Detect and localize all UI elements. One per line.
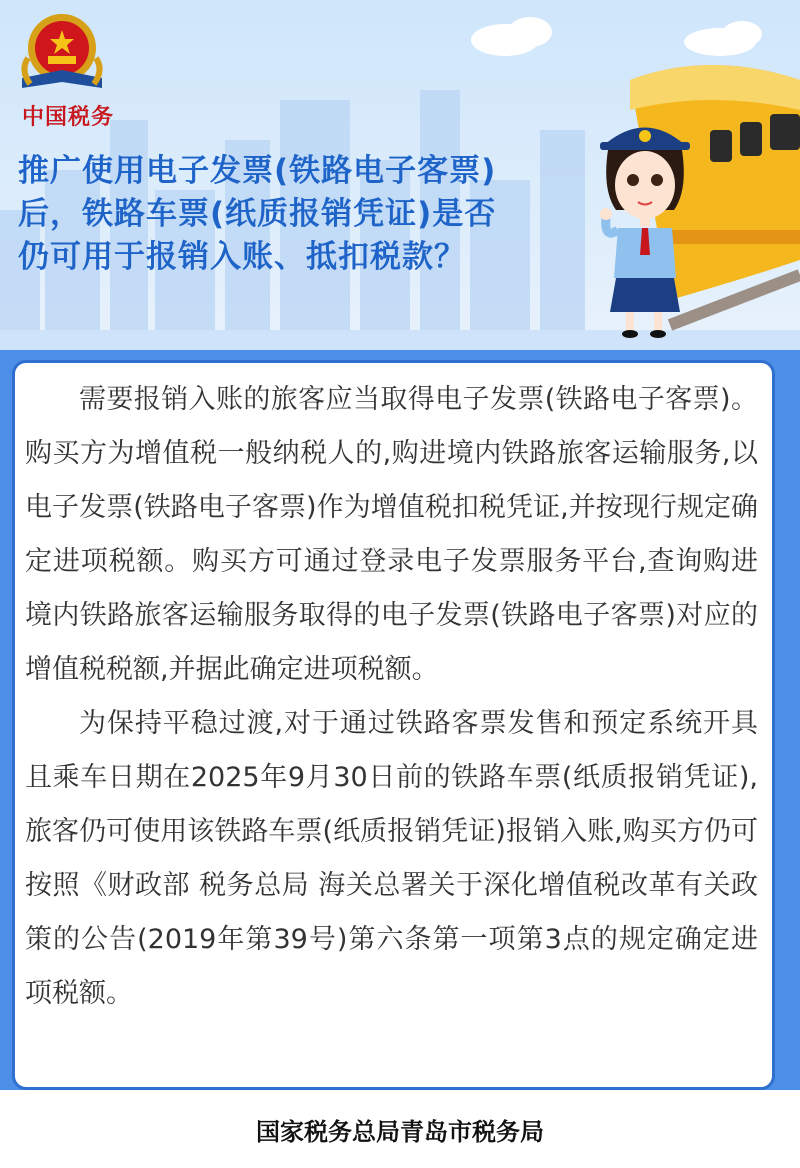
page-title	[18, 150, 598, 279]
answer-paragraph: 需要报销入账的旅客应当取得电子发票(铁路电子客票)。购买方为增值税一般纳税人的,购进境内铁路旅客运输服务,以电子发票(铁路电子客票)作为增值税扣税凭证,并按现行规定确定进项税额。购买方可通过登录电子发票服务平台,查询购进境内铁路旅客运输服务取得的电子发票(铁路电子客票)对应的增值税税额,并据此确定进项税额。	[25, 384, 758, 685]
title-line: 仍可用于报销入账、抵扣税款？	[18, 239, 466, 275]
brand-name: 中国税务	[22, 104, 115, 130]
header-banner	[0, 0, 800, 350]
national-emblem-icon	[12, 8, 112, 100]
answer-content	[12, 360, 775, 1090]
train-and-mascot-illustration	[590, 50, 800, 340]
answer-paragraph: 为保持平稳过渡,对于通过铁路客票发售和预定系统开具且乘车日期在2025年9月30日前的铁路车票(纸质报销凭证),旅客仍可使用该铁路车票(纸质报销凭证)报销入账,购买方仍可按照《财政部 税务总局 海关总署关于深化增值税改革有关政策的公告(2019年第39号)第六条第一项第3点的规定确定进项税额。	[25, 708, 758, 1009]
footer	[0, 1090, 800, 1168]
title-line: 推广使用电子发票(铁路电子客票)	[18, 153, 497, 189]
footer-org: 国家税务总局青岛市税务局	[256, 1118, 544, 1146]
title-line: 后，铁路车票(纸质报销凭证)是否	[18, 196, 497, 232]
